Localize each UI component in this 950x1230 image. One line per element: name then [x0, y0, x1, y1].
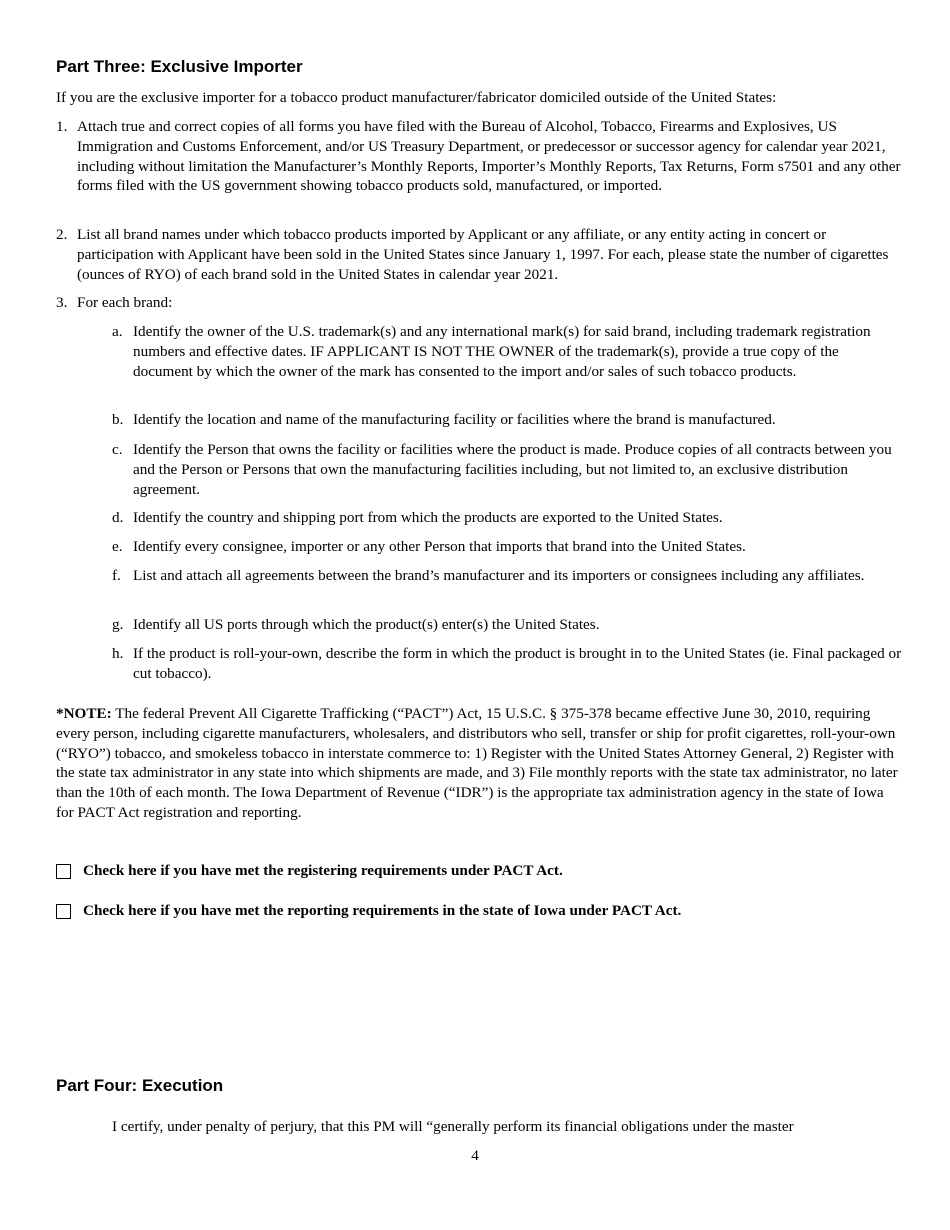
sub-item-letter: f.	[112, 567, 121, 584]
list-item-text: For each brand:	[77, 294, 173, 311]
sub-list-item	[112, 322, 902, 381]
sub-item-text: Identify the owner of the U.S. trademark(s) and any international mark(s) for said brand, including trademark registration numbers and effective dates. IF APPLICANT IS NOT THE OWNER of the trademark(s), provide a true copy of the document by which the owner of the mark has consented to the import and/or sales of such tobacco products.	[133, 323, 871, 380]
registering-checkbox[interactable]	[56, 864, 71, 879]
sub-item-text: Identify the location and name of the manufacturing facility or facilities where the brand is manufactured.	[133, 411, 776, 428]
sub-item-text: Identify the Person that owns the facility or facilities where the product is made. Produce copies of all contracts between you and the Person or Persons that own the manufacturing facilities including, but not limited to, an exclusive distribution agreement.	[133, 441, 892, 498]
sub-item-text: List and attach all agreements between the brand’s manufacturer and its importers or consignees including any affiliates.	[133, 567, 865, 584]
sub-item-text: Identify all US ports through which the product(s) enter(s) the United States.	[133, 616, 600, 633]
sub-item-text: Identify the country and shipping port from which the products are exported to the United States.	[133, 509, 723, 526]
sub-list-item	[112, 440, 902, 499]
sub-item-letter: b.	[112, 411, 124, 428]
page-number: 4	[471, 1147, 479, 1164]
registering-check-row[interactable]	[56, 861, 563, 881]
list-item-text: List all brand names under which tobacco products imported by Applicant or any affiliate, or any entity acting in concert or participation with Applicant have been sold in the United States since January 1, 1997. For each, please state the number of cigarettes (ounces of RYO) of each brand sold in the United States in calendar year 2021.	[77, 226, 889, 283]
sub-list-item	[112, 615, 902, 635]
sub-list-item	[112, 566, 902, 586]
list-item	[56, 293, 901, 313]
part-three-heading: Part Three: Exclusive Importer	[56, 57, 303, 76]
sub-list-item	[112, 508, 902, 528]
sub-item-letter: g.	[112, 616, 124, 633]
reporting-check-label: Check here if you have met the reporting requirements in the state of Iowa under PACT Act.	[83, 902, 682, 919]
list-item-number: 1.	[56, 118, 68, 135]
registering-check-label: Check here if you have met the registering requirements under PACT Act.	[83, 862, 563, 879]
part-three-intro: If you are the exclusive importer for a tobacco product manufacturer/fabricator domiciled outside of the United States:	[56, 89, 777, 106]
sub-item-letter: c.	[112, 441, 123, 458]
sub-item-letter: e.	[112, 538, 123, 555]
part-four-text: I certify, under penalty of perjury, that this PM will “generally perform its financial obligations under the master	[112, 1118, 794, 1135]
reporting-checkbox[interactable]	[56, 904, 71, 919]
sub-list-item	[112, 410, 902, 430]
sub-item-text: If the product is roll-your-own, describe the form in which the product is brought in to the United States (ie. Final packaged or cut tobacco).	[133, 645, 902, 682]
list-item-text: Attach true and correct copies of all forms you have filed with the Bureau of Alcohol, Tobacco, Firearms and Explosives, US Immigration and Customs Enforcement, and/or US Treasury Department, or predecessor or successor agency for calendar year 2021, including without limitation the Manufacturer’s Monthly Reports, Importer’s Monthly Reports, Tax Returns, Form s7501 and any other forms filed with the US government showing tobacco products sold, manufactured, or imported.	[77, 118, 901, 195]
sub-list-item	[112, 537, 902, 557]
note-label: *NOTE:	[56, 705, 112, 722]
sub-item-letter: d.	[112, 509, 124, 526]
list-item-number: 2.	[56, 226, 68, 243]
part-four-heading: Part Four: Execution	[56, 1076, 224, 1095]
sub-item-text: Identify every consignee, importer or any other Person that imports that brand into the United States.	[133, 538, 746, 555]
list-item	[56, 225, 901, 284]
sub-item-letter: h.	[112, 645, 124, 662]
sub-item-letter: a.	[112, 323, 123, 340]
reporting-check-row[interactable]	[56, 901, 681, 921]
list-item-number: 3.	[56, 294, 68, 311]
list-item	[56, 117, 901, 196]
note-text: The federal Prevent All Cigarette Trafficking (“PACT”) Act, 15 U.S.C. § 375-378 became effective June 30, 2010, requiring every person, including cigarette manufacturers, wholesalers, and distributors who sell, transfer or ship for profit cigarettes, roll-your-own (“RYO”) tobacco, and smokeless tobacco in interstate commerce to: 1) Register with the United States Attorney General, 2) Register with the state tax administrator in any state into which shipments are made, and 3) File monthly reports with the state tax administrator, no later than the 10th of each month. The Iowa Department of Revenue (“IDR”) is the appropriate tax administration agency in the state of Iowa for PACT Act registration and reporting.	[56, 705, 898, 821]
sub-list-item	[112, 644, 902, 684]
pact-note	[56, 704, 901, 823]
